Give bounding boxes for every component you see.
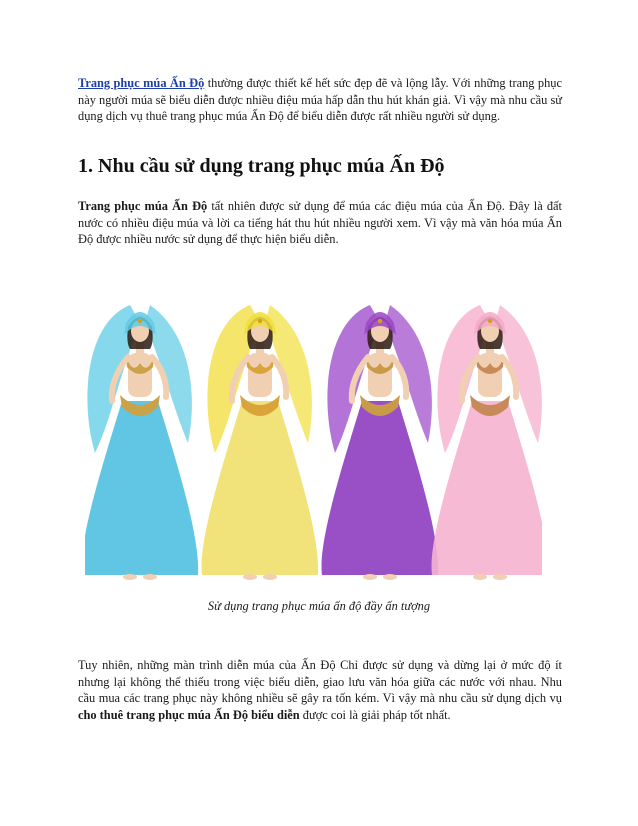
- p2-bold-link-text: cho thuê trang phục múa Ấn Độ biểu diễn: [78, 707, 300, 722]
- costume-link[interactable]: Trang phục múa Ấn Độ: [78, 76, 205, 90]
- section-paragraph-2: [78, 657, 562, 723]
- intro-text: thường được thiết kế hết sức đẹp đẽ và lộng lẫy. Với những trang phục này người múa sẽ biểu diễn được nhiều điệu múa hấp dẫn thu hút khán giả. Vì vậy mà nhu cầu sử dụng dịch vụ thuê trang phục múa Ấn Độ để biểu diễn được rất nhiều người sử dụng.: [78, 76, 562, 124]
- p2-end-text: được coi là giải pháp tốt nhất.: [299, 707, 451, 722]
- intro-paragraph: [78, 75, 562, 125]
- photo-caption: Sử dụng trang phục múa ấn độ đầy ấn tượng: [207, 599, 431, 613]
- section-heading: 1. Nhu cầu sử dụng trang phục múa Ấn Độ: [78, 155, 445, 177]
- p1-text: tất nhiên được sử dụng để múa các điệu múa của Ấn Độ. Đây là đất nước có nhiều điệu múa và lời ca tiếng hát thu hút nhiều người xem. Vì vậy mà văn hóa múa Ấn Độ được nhiều nước sử dụng để thực hiện biểu diễn.: [78, 199, 562, 247]
- section-paragraph-1: [78, 198, 562, 248]
- p1-bold-term: Trang phục múa Ấn Độ: [78, 199, 208, 213]
- p2-text: Tuy nhiên, những màn trình diễn múa của Ấn Độ Chỉ được sử dụng và dừng lại ở mức độ ít nhưng lại không thể thiếu trong việc biểu diễn, giao lưu văn hóa giữa các nước với nhau. Nhu cầu mua các trang phục này không nhiều sẽ gây ra tốn kém. Vì vậy mà nhu cầu sử dụng dịch vụ: [78, 658, 562, 706]
- dancers-photo: [85, 283, 542, 585]
